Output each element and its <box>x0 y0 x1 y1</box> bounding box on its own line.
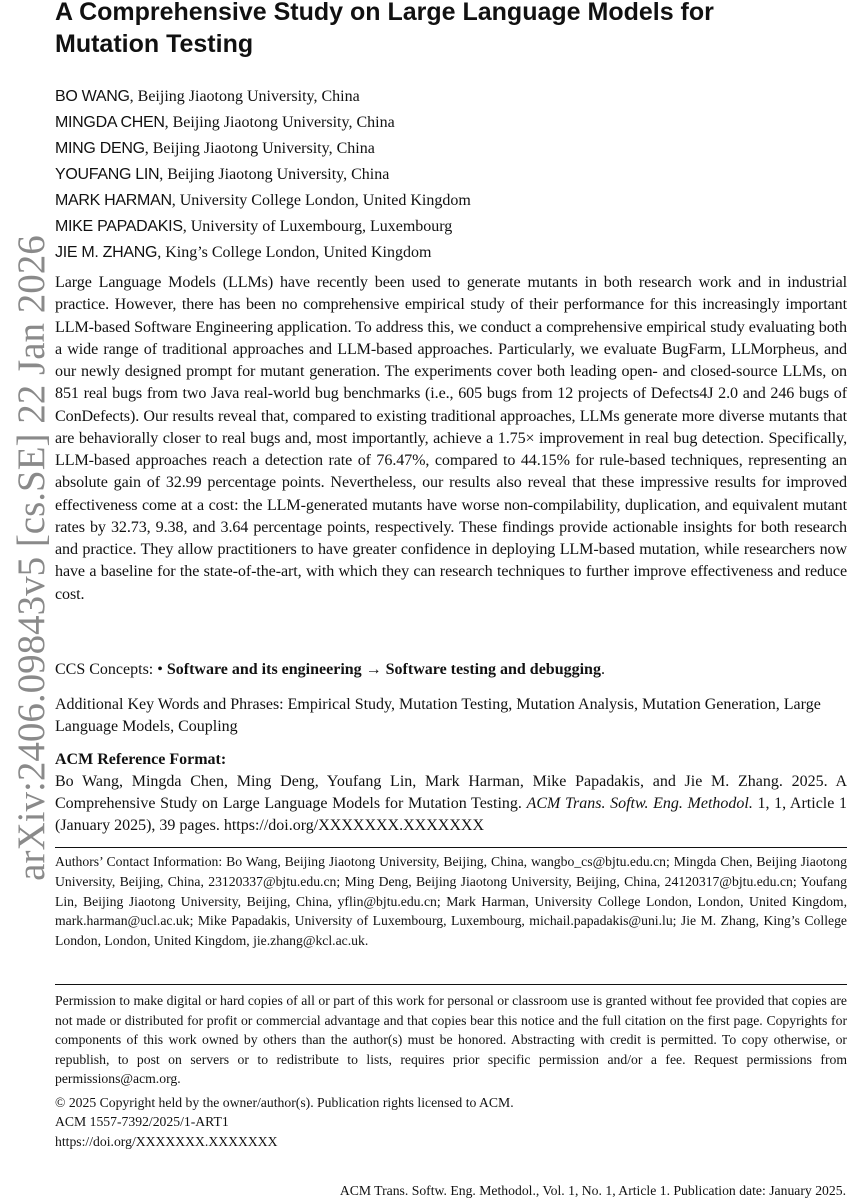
author-name: YOUFANG LIN <box>55 166 160 183</box>
copyright-block <box>55 1093 514 1151</box>
contact-information: Authors’ Contact Information: Bo Wang, Beijing Jiaotong University, Beijing, China, wangbo_cs@bjtu.edu.cn; Mingda Chen, Beijing Jiaotong University, Beijing, China, 23120337@bjtu.edu.cn; Ming Deng, Beijing Jiaotong University, Beijing, China, 24120317@bjtu.edu.cn; Youfang Lin, Beijing Jiaotong University, Beijing, China, yflin@bjtu.edu.cn; Mark Harman, University College London, London, United Kingdom, mark.harman@ucl.ac.uk; Mike Papadakis, University of Luxembourg, Luxembourg, michail.papadakis@uni.lu; Jie M. Zhang, King’s College London, London, United Kingdom, jie.zhang@kcl.ac.uk. <box>55 854 847 949</box>
author-affiliation: University College London, United Kingdom <box>179 192 471 209</box>
author-name: MARK HARMAN <box>55 192 172 209</box>
title-line: Mutation Testing <box>55 30 254 58</box>
title-line: A Comprehensive Study on Large Language Models for <box>55 0 714 26</box>
page-footer: ACM Trans. Softw. Eng. Methodol., Vol. 1, No. 1, Article 1. Publication date: January 2025. <box>339 1183 846 1198</box>
doi: https://doi.org/XXXXXXX.XXXXXXX <box>55 1133 278 1149</box>
author-entry: MING DENG, Beijing Jiaotong University, China <box>55 140 375 157</box>
author-name: BO WANG <box>55 88 130 105</box>
divider <box>55 847 847 848</box>
issn: ACM 1557-7392/2025/1-ART1 <box>55 1114 229 1130</box>
author-entry: BO WANG, Beijing Jiaotong University, China <box>55 88 360 105</box>
reference-heading: ACM Reference Format: <box>55 751 227 768</box>
author-affiliation: Beijing Jiaotong University, China <box>172 114 395 131</box>
reference-text: 1, 1, Article 1 (January 2025), 39 pages. https://doi.org/XXXXXXX.XXXXXXX <box>55 795 847 834</box>
author-affiliation: Beijing Jiaotong University, China <box>167 166 390 183</box>
author-affiliation: King’s College London, United Kingdom <box>165 244 432 261</box>
paper-title <box>55 0 845 60</box>
divider <box>55 984 847 985</box>
arxiv-stamp: arXiv:2406.09843v5 [cs.SE] 22 Jan 2026 <box>10 235 53 881</box>
author-entry: MARK HARMAN, University College London, United Kingdom <box>55 192 471 209</box>
author-entry: MINGDA CHEN, Beijing Jiaotong University, China <box>55 114 395 131</box>
author-entry: JIE M. ZHANG, King’s College London, United Kingdom <box>55 244 432 261</box>
author-affiliation: Beijing Jiaotong University, China <box>137 88 360 105</box>
ccs-concept: Software and its engineering <box>166 661 362 678</box>
reference-journal: ACM Trans. Softw. Eng. Methodol. <box>526 795 753 812</box>
author-entry: YOUFANG LIN, Beijing Jiaotong University, China <box>55 166 390 183</box>
reference-text: Bo Wang, Mingda Chen, Ming Deng, Youfang Lin, Mark Harman, Mike Papadakis, and Jie M. Zhang. 2025. A Comprehensive Study on Large Language Models for Mutation Testing. <box>55 773 847 812</box>
ccs-arrow: → <box>361 661 386 678</box>
acm-reference <box>55 749 847 837</box>
ccs-concepts <box>55 659 605 681</box>
ccs-concept: Software testing and debugging <box>385 661 601 678</box>
author-list <box>55 84 471 266</box>
author-name: JIE M. ZHANG <box>55 244 158 261</box>
keywords: Additional Key Words and Phrases: Empirical Study, Mutation Testing, Mutation Analysis, Mutation Generation, Large Language Models, Coupling <box>55 696 821 735</box>
author-affiliation: University of Luxembourg, Luxembourg <box>190 218 453 235</box>
copyright: © 2025 Copyright held by the owner/author(s). Publication rights licensed to ACM. <box>55 1095 514 1110</box>
author-affiliation: Beijing Jiaotong University, China <box>152 140 375 157</box>
author-name: MINGDA CHEN <box>55 114 165 131</box>
author-name: MING DENG <box>55 140 145 157</box>
author-name: MIKE PAPADAKIS <box>55 218 183 235</box>
ccs-end: . <box>600 661 605 678</box>
abstract: Large Language Models (LLMs) have recently been used to generate mutants in both research work and in industrial practice. However, there has been no comprehensive empirical study of their performance for this increasingly important LLM-based Software Engineering application. To address this, we conduct a comprehensive empirical study evaluating both a wide range of traditional approaches and LLM-based approaches. Particularly, we evaluate BugFarm, LLMorpheus, and our newly designed prompt for mutant generation. The experiments cover both leading open- and closed-source LLMs, on 851 real bugs from two Java real-world bug benchmarks (i.e., 605 bugs from 12 projects of Defects4J 2.0 and 246 bugs of ConDefects). Our results reveal that, compared to existing traditional approaches, LLMs generate more diverse mutants that are behaviorally closer to real bugs and, most importantly, achieve a 1.75× improvement in real bug detection. Specifically, LLM-based approaches reach a detection rate of 76.47%, compared to 44.15% for rule-based techniques, representing an absolute gain of 32.99 percentage points. Nevertheless, our results also reveal that these impressive results for improved effectiveness come at a cost: the LLM-generated mutants have worse non-compilability, duplication, and equivalent mutant rates by 32.73, 9.38, and 3.64 percentage points, respectively. These findings provide actionable insights for both research and practice. They allow practitioners to have greater confidence in deploying LLM-based mutation, while researchers now have a baseline for the state-of-the-art, with which they can research techniques to further improve effectiveness and reduce cost. <box>55 274 847 603</box>
permission-notice: Permission to make digital or hard copies of all or part of this work for personal or classroom use is granted without fee provided that copies are not made or distributed for profit or commercial advantage and that copies bear this notice and the full citation on the first page. Copyrights for components of this work owned by others than the author(s) must be honored. Abstracting with credit is permitted. To copy otherwise, or republish, to post on servers or to redistribute to lists, requires prior specific permission and/or a fee. Request permissions from permissions@acm.org. <box>55 993 847 1087</box>
ccs-label: CCS Concepts: • <box>55 661 167 678</box>
author-entry: MIKE PAPADAKIS, University of Luxembourg, Luxembourg <box>55 218 453 235</box>
